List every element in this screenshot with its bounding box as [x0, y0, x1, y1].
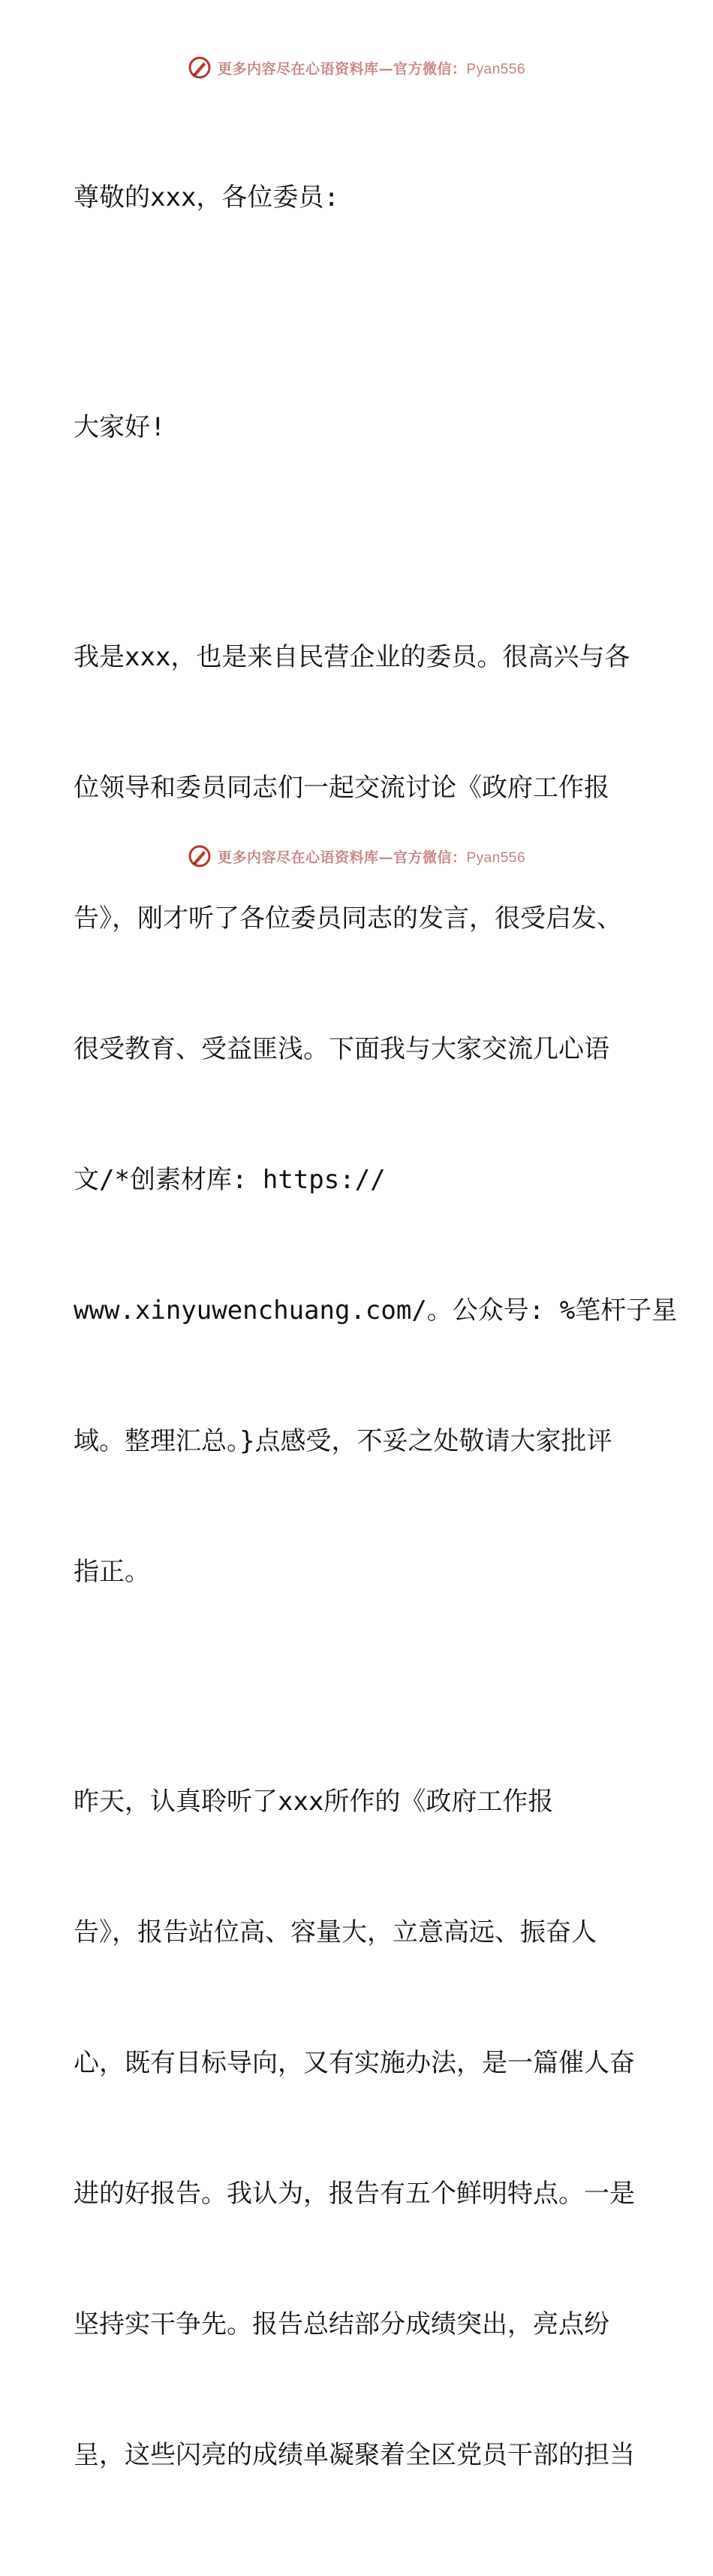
text-line: 文/*创素材库: https:// — [74, 1165, 386, 1195]
text-line: 进的好报告。我认为，报告有五个鲜明特点。一是 — [74, 2179, 635, 2209]
text-line: www.xinyuwenchuang.com/。公众号: %笔杆子星 — [74, 1296, 678, 1326]
header-banner — [0, 53, 713, 83]
paragraph-introduction — [74, 548, 678, 1681]
pen-nib-logo-icon — [188, 56, 212, 80]
text-line: 尊敬的xxx，各位委员: — [74, 182, 339, 213]
text-line: 位领导和委员同志们一起交流讨论《政府工作报 — [74, 773, 609, 803]
text-line: 大家好! — [74, 412, 166, 442]
footer-wechat-id: Pyan556 — [466, 849, 526, 866]
text-line: 指正。 — [74, 1557, 150, 1587]
document-body — [74, 89, 678, 2576]
footer-banner — [0, 841, 713, 871]
pen-nib-logo-icon — [188, 844, 212, 868]
text-line: 呈，这些闪亮的成绩单凝聚着全区党员干部的担当 — [74, 2440, 635, 2470]
text-line: 域。整理汇总。}点感受，不妥之处敬请大家批评 — [74, 1426, 612, 1456]
text-line: 昨天，认真聆听了xxx所作的《政府工作报 — [74, 1787, 554, 1817]
text-line: 心，既有目标导向，又有实施办法，是一篇催人奋 — [74, 2048, 635, 2078]
text-line: 我是xxx，也是来自民营企业的委员。很高兴与各 — [74, 642, 630, 672]
paragraph-report-review — [74, 1693, 644, 2564]
text-line: 告》，刚才听了各位委员同志的发言，很受启发、 — [74, 903, 622, 934]
header-banner-text: 更多内容尽在心语资料库—官方微信：Pyan556 — [217, 60, 526, 77]
text-line: 很受教育、受益匪浅。下面我与大家交流几心语 — [74, 1034, 609, 1064]
paragraph-greeting — [74, 318, 644, 536]
text-line: 告》，报告站位高、容量大，立意高远、振奋人 — [74, 1917, 597, 1947]
paragraph-salutation — [74, 89, 644, 306]
footer-banner-text: 更多内容尽在心语资料库—官方微信：Pyan556 — [217, 849, 526, 866]
header-wechat-id: Pyan556 — [466, 61, 526, 77]
text-line: 坚持实干争先。报告总结部分成绩突出，亮点纷 — [74, 2309, 609, 2339]
